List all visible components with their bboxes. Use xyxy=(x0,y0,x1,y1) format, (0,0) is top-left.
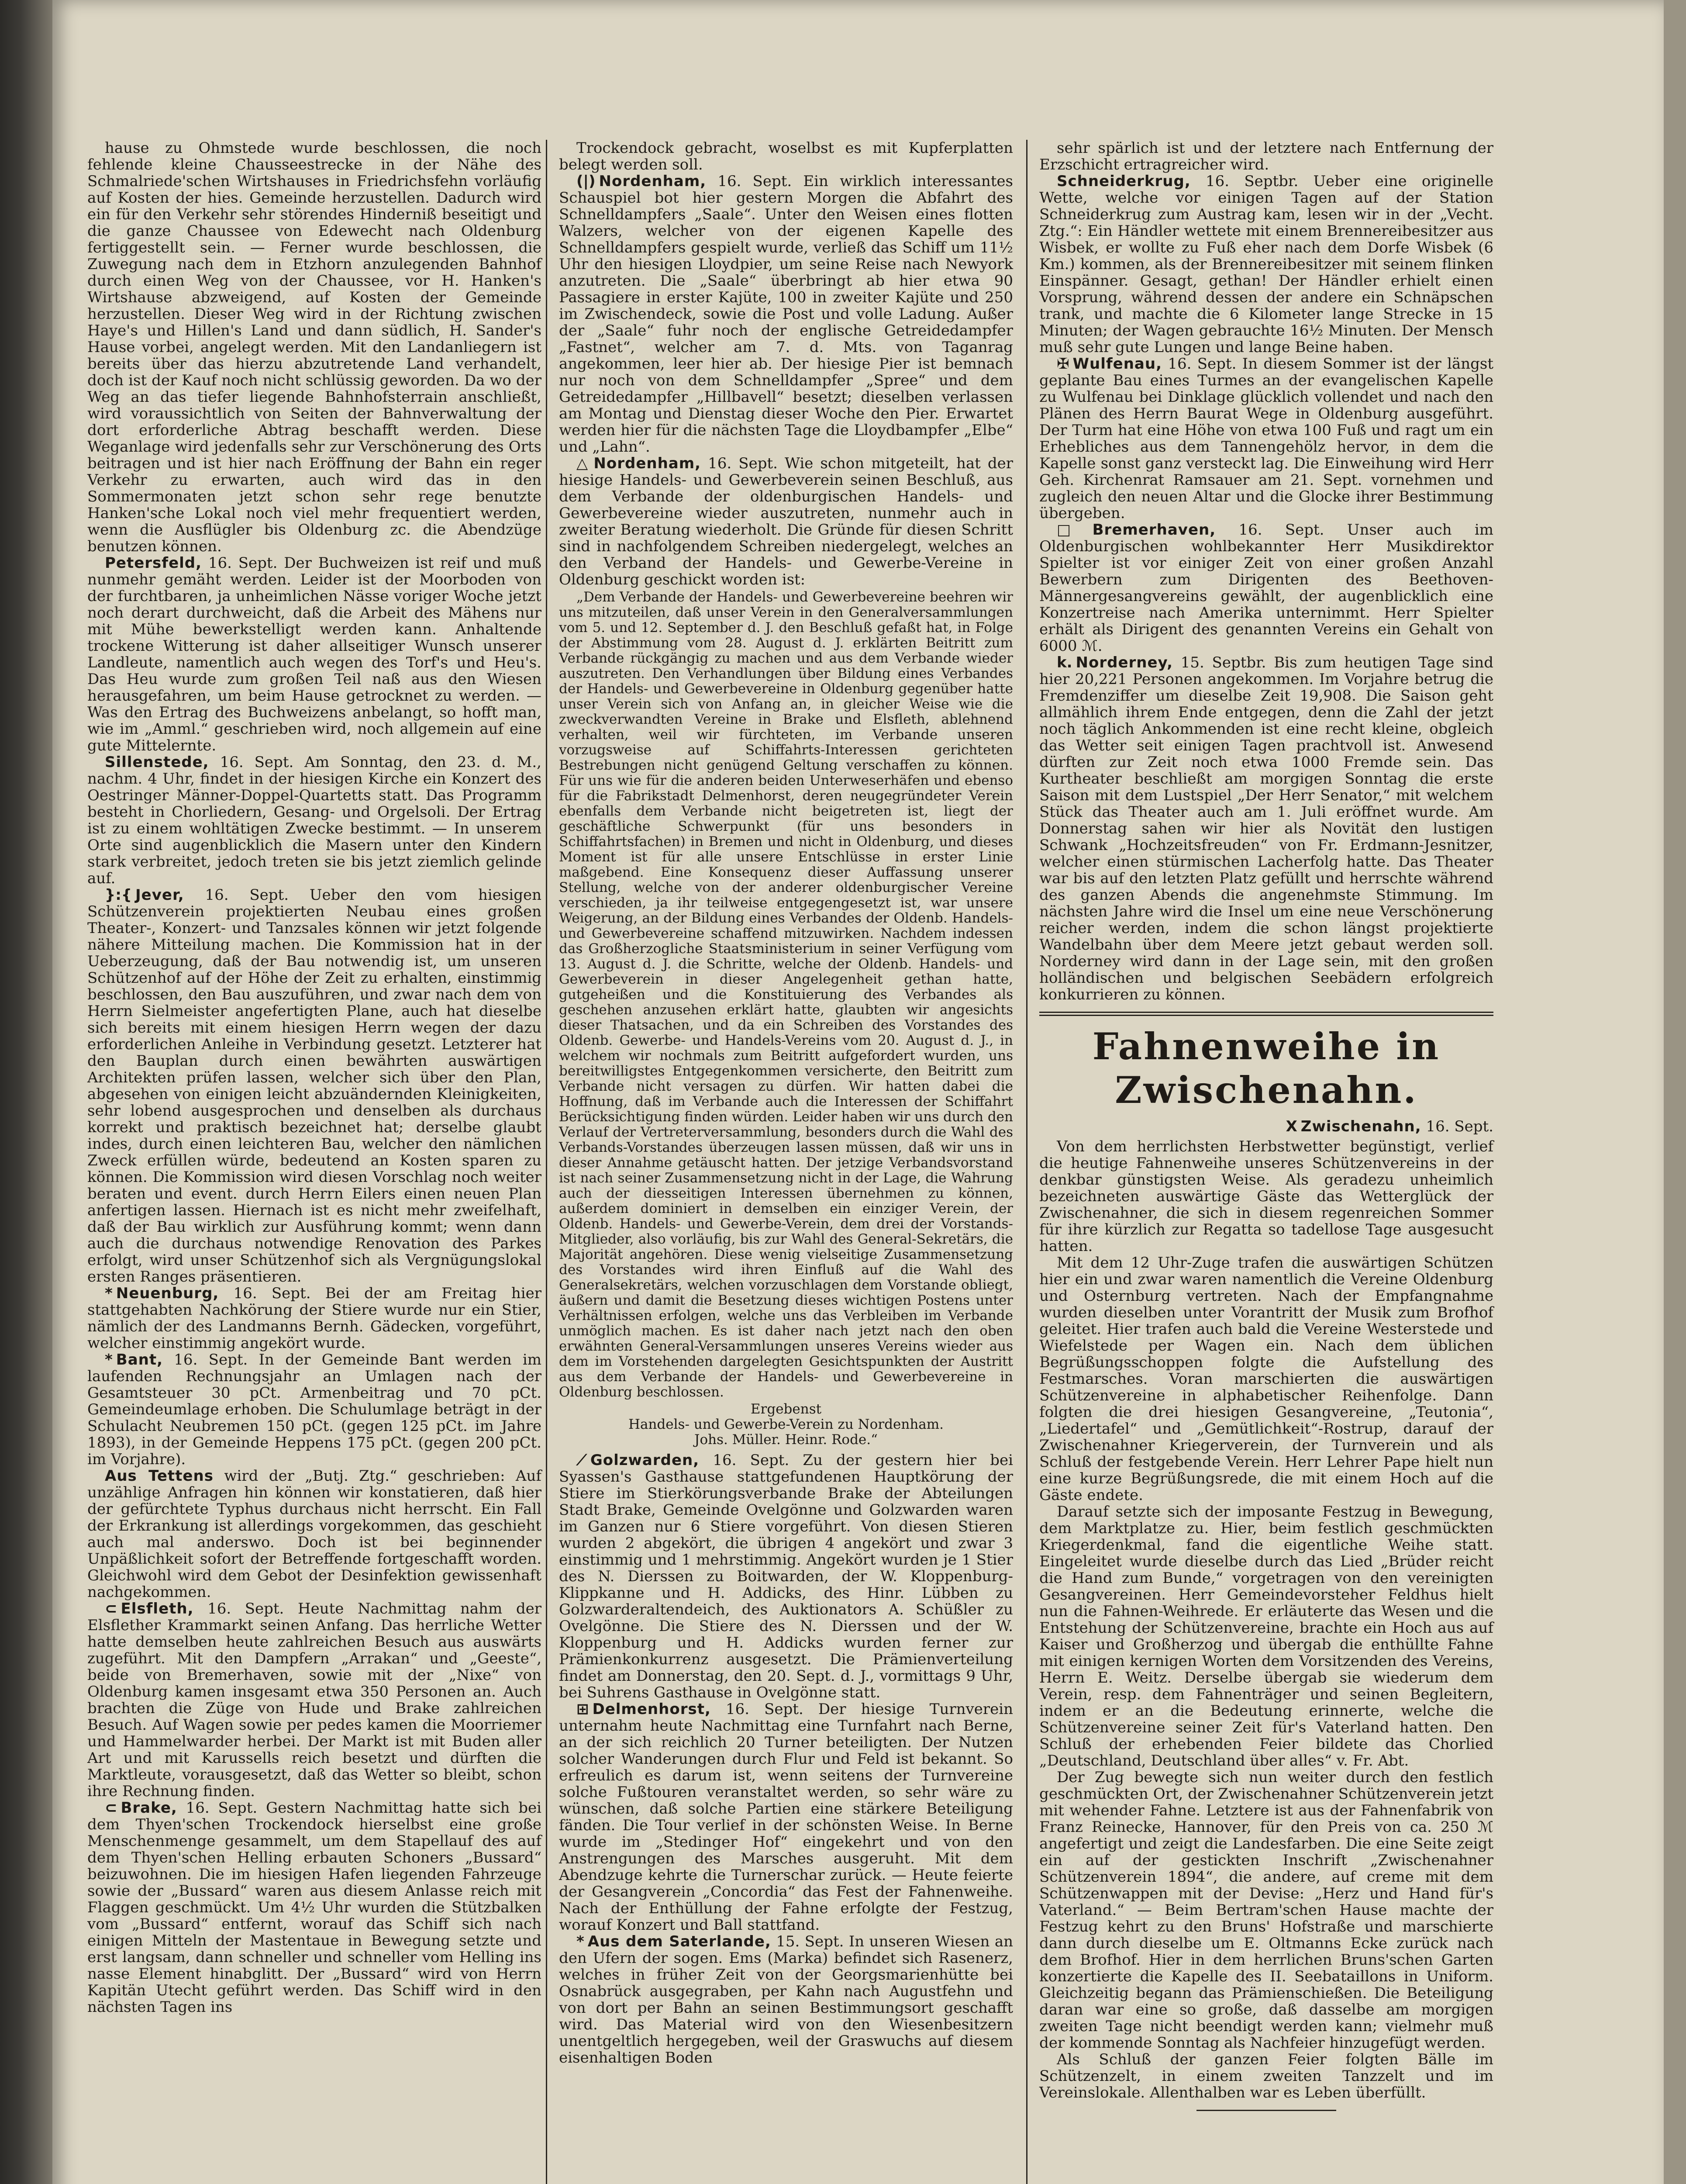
dateline: Schneiderkrug, xyxy=(1057,173,1191,190)
dateline: Aus Tettens xyxy=(105,1467,214,1485)
news-item xyxy=(87,555,541,754)
news-item xyxy=(87,1600,541,1800)
section-mark: △ xyxy=(576,455,590,472)
section-mark: ⊂ xyxy=(105,1600,117,1617)
news-item xyxy=(559,140,1013,173)
article-text: 16. Sept. Heute Nachmittag nahm der Elsflether Krammarkt seinen Anfang. Das herrliche Wetter hatte demselben heute zahlreichen Besuch aus auswärts zugeführt. Mit den Dampfern „Arrakan“ und „Geeste“, beide von Bremerhaven, sowie mit der „Nixe“ von Oldenburg kamen insgesamt etwa 350 Personen an. Auch brachten die Züge von Hude und Brake zahlreichen Besuch. Auf Wagen sowie per pedes kamen die Moorriemer und Hammelwarder herbei. Der Markt ist mit Buden aller Art und mit Karussells reich besetzt und dürften die Marktleute, vorausgesetzt, daß das Wetter so bleibt, schon ihre Rechnung finden. xyxy=(87,1600,541,1800)
column-3-articles xyxy=(1039,140,1493,1003)
news-item xyxy=(87,1285,541,1351)
feature-paragraph: Von dem herrlichsten Herbstwetter begünstigt, verlief die heutige Fahnenweihe unseres Schützenvereins in der denkbar günstigsten Weise. Als geradezu unheimlich bezeichneten auswärtige Gäste das Wetterglück der Zwischenahner, die sich in diesem regenreichen Sommer für ihre kürzlich zur Regatta so tadellose Tage ausgesucht hatten. xyxy=(1039,1138,1493,1255)
article-text: 16. Sept. Am Sonntag, den 23. d. M., nachm. 4 Uhr, findet in der hiesigen Kirche ein Konzert des Oestringer Männer-Doppel-Quartetts statt. Das Programm besteht in Chorliedern, Gesang- und Orgelsoli. Der Ertrag ist zu einem wohltätigen Zwecke bestimmt. — In unserem Orte sind augenblicklich die Masern unter den Kindern stark verbreitet, jedoch treten sie bis jetzt ziemlich gelinde auf. xyxy=(87,753,541,887)
section-mark: * xyxy=(105,1285,113,1302)
article-text: 16. Sept. Bei der am Freitag hier stattgehabten Nachkörung der Stiere wurde nur ein Stier, nämlich der des Landmanns Bernh. Gädecken, vorgeführt, welcher einstimmig angekört wurde. xyxy=(87,1285,541,1352)
feature-body xyxy=(1039,1138,1493,2101)
column-2 xyxy=(559,140,1013,2066)
news-item xyxy=(1039,654,1493,1003)
article-text: sehr spärlich ist und der letztere nach Entfernung der Erzschicht ertragreicher wird. xyxy=(1039,139,1493,173)
article-text: 16. Sept. Ein wirklich interessantes Schauspiel bot hier gestern Morgen die Abfahrt des Schnelldampfers „Saale“. Unter den Weisen eines flotten Walzers, welcher von der eigenen Kapelle des Schnelldampfers gespielt wurde, verließ das Schiff um 11½ Uhr den hiesigen Lloydpier, um seine Reise nach Newyork anzutreten. Die „Saale“ überbringt ab hier etwa 90 Passagiere in erster Kajüte, 100 in zweiter Kajüte und 250 im Zwischendeck, sowie die Post und volle Ladung. Außer der „Saale“ fuhr noch der englische Getreidedampfer „Fastnet“, welcher am 7. d. Mts. von Taganrag angekommen, leer hier ab. Der hiesige Pier ist bemnach nur noch von dem Schnelldampfer „Spree“ und dem Getreidedampfer „Hillbavell“ besetzt; dieselben verlassen am Montag und Dienstag dieser Woche den Pier. Erwartet werden hier für die nächsten Tage die Lloydbampfer „Elbe“ und „Lahn“. xyxy=(559,173,1013,456)
feature-paragraph: Darauf setzte sich der imposante Festzug in Bewegung, dem Marktplatze zu. Hier, beim festlich geschmückten Kriegerdenkmal, fand die eigentliche Weihe statt. Eingeleitet wurde dieselbe durch das Lied „Brüder reicht die Hand zum Bunde,“ vorgetragen von den vereinigten Gesangvereinen. Herr Gemeindevorsteher Feldhus hielt nun die Fahnen-Weihrede. Er erläuterte das Wesen und die Entstehung der Schützenvereine, brachte ein Hoch aus auf Kaiser und Großherzog und übergab die enthüllte Fahne mit einigen kernigen Worten dem Vorsitzenden des Vereins, Herrn E. Weitz. Derselbe übergab sie wiederum dem Verein, resp. dem Fahnenträger und seinen Begleitern, indem er an die Bedeutung erinnerte, welche die Schützenvereine seiner Zeit für's Vaterland hatten. Den Schluß der erhebenden Feier bildete das Chorlied „Deutschland, Deutschland über alles“ v. Fr. Abt. xyxy=(1039,1503,1493,1769)
book-spine xyxy=(0,0,52,2184)
article-text: Trockendock gebracht, woselbst es mit Kupferplatten belegt werden soll. xyxy=(559,139,1013,173)
article-text: 16. Sept. Der hiesige Turnverein unternahm heute Nachmittag eine Turnfahrt nach Berne, an der sich reichlich 20 Turner beteiligten. Der Nutzen solcher Wanderungen durch Flur und Feld ist bekannt. So erfreulich es darum ist, wenn seitens der Turnvereine solche Fußtouren veranstaltet werden, so sehr wäre zu wünschen, daß solche Partien eine stärkere Beteiligung fänden. Die Tour verlief in der schönsten Weise. In Berne wurde im „Stedinger Hof“ eingekehrt und von den Anstrengungen des Marsches ausgeruht. Mit dem Abendzuge kehrte die Turnerschar zurück. — Heute feierte der Gesangverein „Concordia“ das Fest der Fahnenweihe. Nach der Enthüllung der Fahne erfolgte der Festzug, worauf Konzert und Ball stattfand. xyxy=(559,1700,1013,1934)
column-divider xyxy=(1026,140,1027,2184)
section-mark: }:{ xyxy=(105,886,132,904)
section-mark: ✠ xyxy=(1057,355,1069,373)
article-text: hause zu Ohmstede wurde beschlossen, die noch fehlende kleine Chausseestrecke in der Nähe des Schmalriede'schen Wirtshauses in Friedrichsfehn vorläufig auf Kosten der hies. Gemeinde herzustellen. Dadurch wird ein für den Verkehr sehr störendes Hinderniß beseitigt und die ganze Chaussee von Edewecht nach Oldenburg fertiggestellt sein. — Ferner wurde beschlossen, die Zuwegung nach dem in Etzhorn anzulegenden Bahnhof durch einen Weg von der Chaussee, vor H. Hanken's Wirtshause abzweigend, auf Kosten der Gemeinde herzustellen. Dieser Weg wird in der Richtung zwischen Haye's und Hillen's Land und dann südlich, H. Sander's Hause vorbei, angelegt werden. Mit den Landanliegern ist bereits über das hierzu abzutretende Land verhandelt, doch ist der Kauf noch nicht schlüssig geworden. Da wo der Weg an das tiefer liegende Bahnhofsterrain anschließt, wird voraussichtlich von Seiten der Bahnverwaltung der dort erforderliche Abtrag beschafft werden. Diese Weganlage wird jedenfalls sehr zur Verschönerung des Orts beitragen und ist hier nach Eröffnung der Bahn ein reger Verkehr zu erwarten, auch wird das in den Sommermonaten jetzt schon sehr rege benutzte Hanken'sche Lokal noch viel mehr frequentiert werden, wenn die Ausflügler bis Oldenburg zc. die Abendzüge benutzen können. xyxy=(87,139,541,555)
article-text: 16. Sept. In diesem Sommer ist der längst geplante Bau eines Turmes an der evangelischen Kapelle zu Wulfenau bei Dinklage glücklich vollendet und nach den Plänen des Herrn Baurat Wege in Oldenburg ausgeführt. Der Turm hat eine Höhe von etwa 100 Fuß und ragt um ein Erhebliches aus dem Tannengehölz hervor, in dem die Kapelle sonst ganz versteckt lag. Die Einweihung wird Herr Geh. Kirchenrat Ramsauer am 21. Sept. vornehmen und zugleich den neuen Altar und die Glocke ihrer Bestimmung übergeben. xyxy=(1039,355,1493,522)
section-divider xyxy=(1039,1012,1493,1016)
dateline: Golzwarden, xyxy=(590,1451,700,1469)
news-item xyxy=(1039,356,1493,522)
signature-block: Ergebenst Handels- und Gewerbe-Verein zu Nordenham. Johs. Müller. Heinr. Rode.“ xyxy=(628,1401,944,1448)
quoted-letter xyxy=(559,590,1013,1400)
dateline: Petersfeld, xyxy=(105,554,202,572)
section-mark: ⟋ xyxy=(576,1451,587,1469)
news-item xyxy=(559,1701,1013,1933)
feature-mark: X xyxy=(1286,1118,1297,1135)
dateline: Norderney, xyxy=(1076,654,1173,671)
section-mark: (|) xyxy=(576,173,596,190)
article-text: 16. Sept. Wie schon mitgeteilt, hat der hiesige Handels- und Gewerbeverein seinen Beschluß, aus dem Verbande der oldenburgischen Handels- und Gewerbevereine wieder auszutreten, nunmehr auch in zweiter Beratung wiederholt. Die Gründe für diesen Schritt sind in nachfolgendem Schreiben niedergelegt, welches an den Verband der Handels- und Gewerbe-Vereine in Oldenburg geschickt worden ist: xyxy=(559,455,1013,588)
dateline: Jever, xyxy=(135,886,184,904)
news-item xyxy=(87,1351,541,1468)
feature-headline: Fahnenweihe in Zwischenahn. xyxy=(1092,1025,1441,1112)
article-text: 16. Sept. Zu der gestern hier bei Syassen's Gasthause stattgefundenen Hauptkörung der Stiere im Stierkörungsverbande Brake der Abteilungen Stadt Brake, Gemeinde Ovelgönne und Golzwarden waren im Ganzen nur 6 Stiere vorgeführt. Von diesen Stieren wurden 2 abgekört, die übrigen 4 angekört und zwar 3 einstimmig und 1 mehrstimmig. Angekört wurden je 1 Stier des N. Dierssen zu Boitwarden, der W. Kloppenburg-Klippkanne und H. Addicks, des Hinr. Lübben zu Golzwarderaltendeich, des Auktionators A. Schüßler zu Ovelgönne. Die Stiere des N. Dierssen und der W. Kloppenburg und H. Addicks wurden ferner zur Prämienkonkurrenz ausgesetzt. Die Prämienverteilung findet am Donnerstag, den 20. Sept. d. J., vormittags 9 Uhr, bei Suhrens Gasthause in Ovelgönne statt. xyxy=(559,1451,1013,1701)
section-mark: ⊂ xyxy=(105,1799,117,1817)
dateline: Sillenstede, xyxy=(105,753,209,771)
news-item xyxy=(559,1933,1013,2066)
section-mark: k. xyxy=(1057,654,1072,671)
dateline: Nordenham, xyxy=(599,173,707,190)
feature-date: 16. Sept. xyxy=(1421,1118,1493,1135)
dateline: Bremerhaven, xyxy=(1092,521,1216,539)
news-item xyxy=(87,1468,541,1600)
article-text: 16. Sept. Gestern Nachmittag hatte sich bei dem Thyen'schen Trockendock hierselbst eine große Menschenmenge gesammelt, um dem Stapellauf des auf dem Thyen'schen Helling erbauten Schoners „Bussard“ beizuwohnen. Die im hiesigen Hafen liegenden Fahrzeuge sowie der „Bussard“ waren aus diesem Anlasse reich mit Flaggen geschmückt. Um 4½ Uhr wurden die Stützbalken vom „Bussard“ entfernt, worauf das Schiff sich nach einigen Mitteln der Mastentaue in Bewegung setzte und erst langsam, dann schneller und schneller vom Helling ins nasse Element hinabglitt. Der „Bussard“ wird von Herrn Kapitän Utecht geführt werden. Das Schiff wird in den nächsten Tagen ins xyxy=(87,1799,541,2016)
article-text: 16. Septbr. Ueber eine originelle Wette, welche vor einigen Tagen auf der Station Schneiderkrug zum Austrag kam, lesen wir in der „Vecht. Ztg.“: Ein Händler wettete mit einem Brennereibesitzer aus Wisbek, er wollte zu Fuß eher nach dem Dorfe Wisbek (6 Km.) kommen, als der Brennereibesitzer mit seinem flinken Einspänner. Gesagt, gethan! Der Händler erhielt einen Vorsprung, während dessen der andere ein Schnäpschen trank, und machte die 6 Kilometer lange Strecke in 15 Minuten; der Wagen gebrauchte 16½ Minuten. Der Mensch muß sehr gute Lungen und lange Beine haben. xyxy=(1039,173,1493,356)
news-item xyxy=(87,754,541,887)
dateline: Brake, xyxy=(121,1799,177,1817)
news-item xyxy=(87,1800,541,2015)
section-mark: ⊞ xyxy=(576,1700,589,1718)
end-rule xyxy=(1196,2110,1336,2111)
news-item xyxy=(87,140,541,555)
column-divider xyxy=(546,140,547,2184)
article-text: 16. Sept. In der Gemeinde Bant werden im laufenden Rechnungsjahr an Umlagen nach der Gesamtsteuer 30 pCt. Armenbeitrag und 70 pCt. Gemeindeumlage erhoben. Die Schulumlage beträgt in der Schulacht Neubremen 150 pCt. (gegen 125 pCt. im Jahre 1893), in der Gemeinde Heppens 175 pCt. (gegen 200 pCt. im Vorjahre). xyxy=(87,1351,541,1468)
dateline: Nordenham, xyxy=(593,455,701,472)
article-text: „Dem Verbande der Handels- und Gewerbevereine beehren wir uns mitzuteilen, daß unser Verein in den Generalversammlungen vom 5. und 12. September d. J. den Beschluß gefaßt hat, in Folge der Abstimmung vom 28. August d. J. erklärten Beitritt zum Verbande rückgängig zu machen und aus dem Verbande wieder auszutreten. Den Verhandlungen über Bildung eines Verbandes der Handels- und Gewerbevereine in Oldenburg gegenüber hatte unser Verein sich von Anfang an, in gleicher Weise wie die zweckverwandten Vereine in Brake und Elsfleth, ablehnend verhalten, weil wir fürchteten, im Verbande unseren vorzugsweise auf Schiffahrts-Interessen gerichteten Bestrebungen nicht genügend Geltung verschaffen zu können. Für uns wie für die anderen beiden Unterweserhäfen und ebenso für die Fabrikstadt Delmenhorst, deren neugegründeter Verein ebenfalls dem Verbande nicht beigetreten ist, liegt der geschäftliche Schwerpunkt (für uns besonders in Schiffahrtsfachen) in Bremen und nicht in Oldenburg, und dieses Moment ist für alle unsere Entschlüsse in erster Linie maßgebend. Eine Konsequenz dieser Auffassung unserer Stellung, welche von der anderer oldenburgischer Vereine verschieden, ja ihr teilweise entgegengesetzt ist, war unsere Weigerung, an der Bildung eines Verbandes der Oldenb. Handels- und Gewerbevereine schaffend mitzuwirken. Nachdem indessen das Großherzogliche Staatsministerium in seiner Verfügung vom 13. August d. J. die Schritte, welche der Oldenb. Handels- und Gewerbeverein in dieser Angelegenheit gethan hatte, gutgeheißen und die Konstituierung des Verbandes als geschehen anzusehen erklärt hatte, glaubten wir angesichts dieser Thatsachen, und da ein Schreiben des Vorstandes des Oldenb. Gewerbe- und Handels-Vereins vom 20. August d. J., in welchem wir nochmals zum Beitritt aufgefordert wurden, uns bereitwilligstes Entgegenkommen versicherte, den Beitritt zum Verbande nicht versagen zu dürfen. Wir hatten dabei die Hoffnung, daß im Verbande auch die Interessen der Schiffahrt Berücksichtigung finden würden. Leider haben wir uns durch den Verlauf der Vertreterversammlung, besonders durch die Wahl des Verbands-Vorstandes überzeugen lassen müssen, daß wir uns in dieser Annahme getäuscht hatten. Der jetzige Verbandsvorstand ist nach seiner Zusammensetzung nicht in der Lage, die Wahrung auch der diesseitigen Interessen übernehmen zu können, außerdem dominiert in demselben ein einziger Verein, der Oldenb. Handels- und Gewerbe-Verein, dem drei der Vorstands-Mitglieder, also vorläufig, bis zur Wahl des General-Sekretärs, die Majorität angehören. Diese wenig vielseitige Zusammensetzung des Vorstandes wird ihren Einfluß auf die Wahl des Generalsekretärs, welchen vorzuschlagen dem Vorstande obliegt, äußern und damit die Besetzung dieses wichtigen Postens unter Verhältnissen erfolgen, welche uns das Verbleiben im Verbande unmöglich machen. Es ist daher nach jetzt nach den oben erwähnten General-Versammlungen unseres Vereins wieder aus dem im Vorstehenden dargelegten Gesichtspunkten der Austritt aus dem Verbande der Handels- und Gewerbevereine in Oldenburg beschlossen. xyxy=(559,589,1013,1400)
article-text: 15. Sept. In unseren Wiesen an den Ufern der sogen. Ems (Marka) befindet sich Rasenerz, welches in früher Zeit von der Georgsmarienhütte bei Osnabrück ausgegraben, per Kahn nach Augustfehn und von dort per Bahn an seinen Bestimmungsort geschafft wird. Das Material wird von den Wiesenbesitzern unentgeltlich hergegeben, weil der Graswuchs auf diesem eisenhaltigen Boden xyxy=(559,1933,1013,2067)
column-1 xyxy=(87,140,541,2015)
feature-paragraph: Als Schluß der ganzen Feier folgten Bälle im Schützenzelt, in einem zweiten Tanzzelt und im Vereinslokale. Allenthalben war es Leben überfüllt. xyxy=(1039,2051,1493,2101)
dateline: Delmenhorst, xyxy=(592,1700,711,1718)
news-item xyxy=(559,173,1013,455)
article-text: 16. Sept. Ueber den vom hiesigen Schützenverein projektierten Neubau eines großen Theater-, Konzert- und Tanzsales können wir jetzt folgende nähere Mitteilung machen. Die Kommission hat in der Ueberzeugung, daß der Bau notwendig ist, um unseren Schützenhof auf der Höhe der Zeit zu erhalten, einstimmig beschlossen, den Bau auszuführen, und zwar nach dem von Herrn Sielmeister angefertigten Plane, auch hat dieselbe sich bereits mit einem hiesigen Herrn wegen der dazu erforderlichen Anleihe in Verbindung gesetzt. Letzterer hat den Bauplan durch einen bewährten auswärtigen Architekten prüfen lassen, welcher sich über den Plan, abgesehen von einigen leicht abzuändernden Kleinigkeiten, sehr lobend ausgesprochen und denselben als durchaus korrekt und praktisch bezeichnet hat; derselbe glaubt indes, durch einen leichteren Bau, welcher den nämlichen Zweck erfüllen würde, bedeutend an Kosten sparen zu können. Die Kommission wird diesen Vorschlag noch weiter beraten und event. durch Herrn Eilers einen neuen Plan anfertigen lassen. Hiernach ist es nicht mehr zweifelhaft, daß der Bau wirklich zur Ausführung kommt; wenn dann auch die durchaus notwendige Renovation des Parkes erfolgt, wird unser Schützenhof sich als Vergnügungslokal ersten Ranges präsentieren. xyxy=(87,886,541,1286)
news-item xyxy=(1039,522,1493,654)
dateline: Wulfenau, xyxy=(1072,355,1162,373)
dateline: Aus dem Saterlande, xyxy=(587,1933,771,1950)
news-item xyxy=(559,1452,1013,1701)
feature-dateline xyxy=(1039,1118,1493,1135)
article-text: wird der „Butj. Ztg.“ geschrieben: Auf unzählige Anfragen hin können wir konstatieren, daß hier der gefürchtete Typhus durchaus nicht herrscht. Ein Fall der Erkrankung ist allerdings vorgekommen, das geschieht auch mal anderswo. Doch ist bei beginnender Unpäßlichkeit sofort der Betreffende fortgeschafft worden. Gleichwohl wird dem Gebot der Desinfektion gewissenhaft nachgekommen. xyxy=(87,1467,541,1601)
news-item xyxy=(1039,173,1493,356)
dateline: Neuenburg, xyxy=(116,1285,219,1302)
article-text: 15. Septbr. Bis zum heutigen Tage sind hier 20,221 Personen angekommen. Im Vorjahre betrug die Fremdenziffer um dieselbe Zeit 19,908. Die Saison geht allmählich ihrem Ende entgegen, denn die Zahl der jetzt noch täglich Ankommenden ist eine recht kleine, obgleich das Wetter seit einigen Tagen prachtvoll ist. Anwesend dürften zur Zeit noch etwa 1000 Fremde sein. Das Kurtheater beschließt am morgigen Sonntag die erste Saison mit dem Lustspiel „Der Herr Senator,“ mit welchem Stück das Theater auch am 1. Juli eröffnet wurde. Am Donnerstag sahen wir hier als Novität den lustigen Schwank „Hochzeitsfreuden“ von Fr. Erdmann-Jesnitzer, welcher einen stürmischen Lacherfolg hatte. Das Theater war bis auf den letzten Platz gefüllt und herrschte während des ganzen Abends die angenehmste Stimmung. Im nächsten Jahre wird die Insel um eine neue Verschönerung reicher werden, indem die schon längst projektierte Wandelbahn über dem Meere jetzt gebaut werden soll. Norderney wird dann in der Lage sein, mit den großen holländischen und belgischen Seebädern erfolgreich konkurrieren zu können. xyxy=(1039,654,1493,1003)
feature-paragraph: Mit dem 12 Uhr-Zuge trafen die auswärtigen Schützen hier ein und zwar waren namentlich die Vereine Oldenburg und Osternburg vertreten. Nach der Empfangnahme wurden dieselben unter Vorantritt der Musik zum Brofhof geleitet. Hier trafen auch bald die Vereine Westerstede und Wiefelstede per Wagen ein. Nach dem üblichen Begrüßungsschoppen folgte die Aufstellung des Festmarsches. Voran marschierten die auswärtigen Schützenvereine in alphabetischer Reihenfolge. Dann folgten die drei hiesigen Gesangvereine, „Teutonia“, „Liedertafel“ und „Gemütlichkeit“-Rostrup, darauf der Zwischenahner Kriegerverein, der Turnverein und als Schluß der festgebende Verein. Herr Lehrer Pape hielt nun eine kurze Begrüßungsrede, die mit einem Hoch auf die Gäste endete. xyxy=(1039,1254,1493,1504)
section-mark: * xyxy=(576,1933,584,1950)
dateline: Elsfleth, xyxy=(121,1600,194,1617)
feature-place: Zwischenahn, xyxy=(1300,1118,1421,1135)
dateline: Bant, xyxy=(116,1351,163,1368)
feature-article xyxy=(1039,1025,1493,2111)
article-text: 16. Sept. Unser auch im Oldenburgischen wohlbekannter Herr Musikdirektor Spielter ist vor einiger Zeit von einer großen Anzahl Bewerbern zum Dirigenten des Beethoven-Männergesangvereins gewählt, der augenblicklich eine Konzertreise nach Amerika unternimmt. Herr Spielter erhält als Dirigent des genannten Vereins ein Gehalt von 6000 ℳ. xyxy=(1039,521,1494,655)
feature-paragraph: Der Zug bewegte sich nun weiter durch den festlich geschmückten Ort, der Zwischenahner Schützenverein jetzt mit wehender Fahne. Letztere ist aus der Fahnenfabrik von Franz Reinecke, Hannover, für den Preis von ca. 250 ℳ angefertigt und zeigt die Landesfarben. Die eine Seite zeigt ein auf der gestickten Inschrift „Zwischenahner Schützenverein 1894“, die andere, auf creme mit dem Schützenwappen mit der Devise: „Herz und Hand für's Vaterland.“ — Beim Bertram'schen Hause machte der Festzug kehrt zu den Bruns' Hofstraße und marschierte dann durch dieselbe um E. Oltmanns Ecke zurück nach dem Brofhof. Hier in dem herrlichen Bruns'schen Garten konzertierte die Kapelle des II. Seebataillons in Uniform. Gleichzeitig begann das Prämienschießen. Die Beteiligung daran war eine so große, daß dasselbe am morgigen zweiten Tage nicht beendigt werden kann; vielmehr muß der kommende Sonntag als Nachfeier hinzugefügt werden. xyxy=(1039,1769,1493,2052)
news-item xyxy=(559,455,1013,588)
section-mark: □ xyxy=(1057,521,1089,539)
news-item xyxy=(1039,140,1493,173)
news-item xyxy=(87,887,541,1285)
section-mark: * xyxy=(105,1351,113,1368)
column-3 xyxy=(1039,140,1493,2111)
article-text: 16. Sept. Der Buchweizen ist reif und muß nunmehr gemäht werden. Leider ist der Moorboden von der furchtbaren, ja unheimlichen Nässe voriger Woche jetzt noch derart durchweicht, daß die Arbeit des Mähens nur mit Mühe bewerkstelligt werden kann. Anhaltende trockene Witterung ist daher allseitiger Wunsch unserer Landleute, namentlich auch wegen des Torf's und Heu's. Das Heu wurde zum großen Teil naß aus den Wiesen herausgefahren, um beim Hause getrocknet zu werden. — Was den Ertrag des Buchweizens anbelangt, so hofft man, wie im „Amml.“ geschrieben wird, noch allgemein auf eine gute Mittelernte. xyxy=(87,554,541,754)
